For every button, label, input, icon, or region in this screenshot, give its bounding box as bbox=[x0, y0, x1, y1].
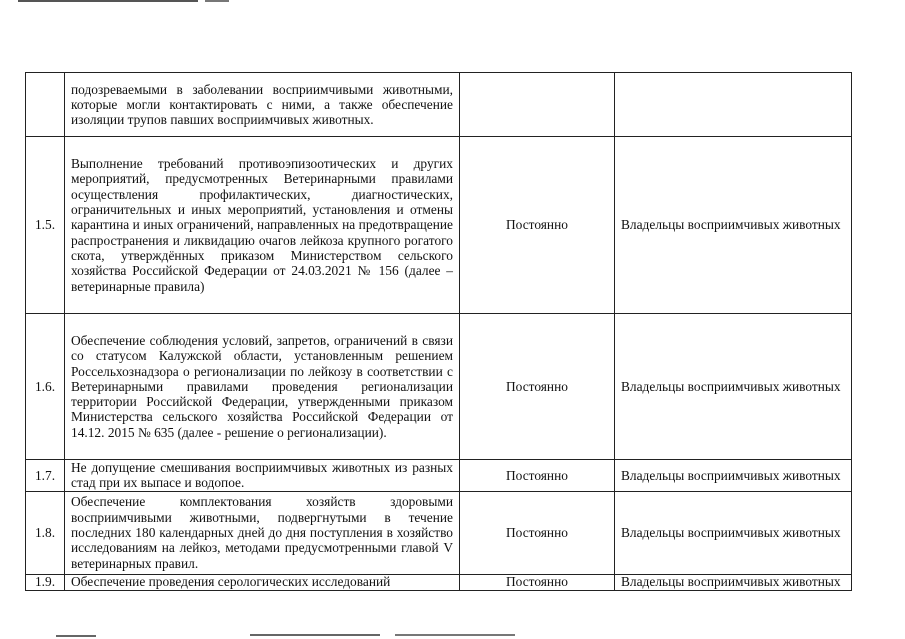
row-responsible: Владельцы восприимчивых животных bbox=[615, 137, 852, 314]
measures-table bbox=[25, 72, 852, 591]
row-term bbox=[460, 73, 615, 137]
row-responsible: Владельцы восприимчивых животных bbox=[615, 491, 852, 574]
row-number: 1.8. bbox=[26, 491, 65, 574]
row-description: Выполнение требований противоэпизоотических и других мероприятий, предусмотренных Ветеринарными правилами осуществления профилактических, диагностических, ограничительных и иных мероприятий, установления и отмены карантина и иных ограничений, направленных на предотвращение распространения и ликвидацию очагов лейкоза крупного рогатого скота, утверждённых приказом Министерством сельского хозяйства Российской Федерации от 24.03.2021 № 156 (далее – ветеринарные правила) bbox=[65, 137, 460, 314]
table-row bbox=[26, 491, 852, 574]
table-row bbox=[26, 460, 852, 492]
row-term: Постоянно bbox=[460, 314, 615, 460]
row-description: Обеспечение комплектования хозяйств здоровыми восприимчивыми животными, подвергнутыми в течение последних 180 календарных дней до дня поступления в хозяйство исследованиям на лейкоз, методами предусмотренными главой V ветеринарных правил. bbox=[65, 491, 460, 574]
table-row bbox=[26, 137, 852, 314]
scan-edge-mark bbox=[395, 634, 515, 636]
row-number: 1.5. bbox=[26, 137, 65, 314]
table-row bbox=[26, 574, 852, 590]
row-responsible: Владельцы восприимчивых животных bbox=[615, 314, 852, 460]
scan-edge-mark bbox=[250, 634, 380, 636]
row-number: 1.7. bbox=[26, 460, 65, 492]
row-description: подозреваемыми в заболевании восприимчивыми животными, которые могли контактировать с ними, а также обеспечение изоляции трупов павших восприимчивых животных. bbox=[65, 73, 460, 137]
row-term: Постоянно bbox=[460, 137, 615, 314]
scan-edge-mark bbox=[18, 0, 198, 2]
row-responsible: Владельцы восприимчивых животных bbox=[615, 574, 852, 590]
row-responsible bbox=[615, 73, 852, 137]
row-term: Постоянно bbox=[460, 574, 615, 590]
row-number bbox=[26, 73, 65, 137]
row-description: Обеспечение соблюдения условий, запретов, ограничений в связи со статусом Калужской области, установленным решением Россельхознадзора о регионализации по лейкозу в соответствии с Ветеринарными правилами проведения регионализации территории Российской Федерации, утвержденными приказом Министерства сельского хозяйства Российской Федерации от 14.12. 2015 № 635 (далее - решение о регионализации). bbox=[65, 314, 460, 460]
row-number: 1.9. bbox=[26, 574, 65, 590]
scan-edge-mark bbox=[56, 635, 96, 637]
scan-edge-mark bbox=[205, 0, 229, 2]
row-description: Обеспечение проведения серологических исследований bbox=[65, 574, 460, 590]
table-row bbox=[26, 314, 852, 460]
row-responsible: Владельцы восприимчивых животных bbox=[615, 460, 852, 492]
table-row bbox=[26, 73, 852, 137]
row-number: 1.6. bbox=[26, 314, 65, 460]
row-term: Постоянно bbox=[460, 460, 615, 492]
row-description: Не допущение смешивания восприимчивых животных из разных стад при их выпасе и водопое. bbox=[65, 460, 460, 492]
row-term: Постоянно bbox=[460, 491, 615, 574]
